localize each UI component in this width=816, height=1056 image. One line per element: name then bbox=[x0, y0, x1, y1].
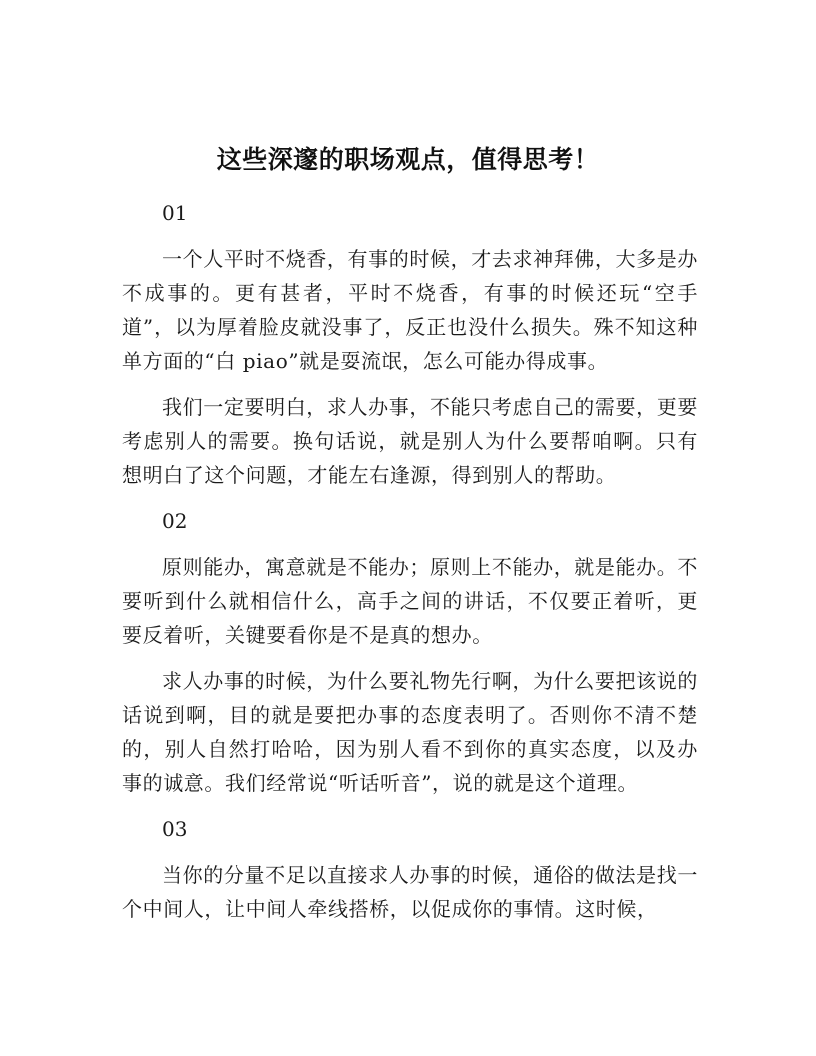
section-number: 02 bbox=[162, 509, 188, 533]
paragraph: 求人办事的时候，为什么要礼物先行啊，为什么要把该说的话说到啊，目的就是要把办事的态度表明了。否则你不清不楚的，别人自然打哈哈，因为别人看不到你的真实态度，以及办事的诚意。我们经常说“听话听音”，说的就是这个道理。 bbox=[122, 669, 698, 795]
section-number: 03 bbox=[162, 817, 188, 841]
paragraph: 原则能办，寓意就是不能办；原则上不能办，就是能办。不要听到什么就相信什么，高手之间的讲话，不仅要正着听，更要反着听，关键要看你是不是真的想办。 bbox=[122, 555, 698, 647]
section-number: 01 bbox=[162, 201, 188, 225]
document-body bbox=[122, 196, 698, 938]
paragraph: 当你的分量不足以直接求人办事的时候，通俗的做法是找一个中间人，让中间人牵线搭桥，以促成你的事情。这时候， bbox=[122, 863, 698, 921]
paragraph: 我们一定要明白，求人办事，不能只考虑自己的需要，更要考虑别人的需要。换句话说，就是别人为什么要帮咱啊。只有想明白了这个问题，才能左右逢源，得到别人的帮助。 bbox=[122, 395, 698, 487]
document-title: 这些深邃的职场观点，值得思考！ bbox=[216, 145, 600, 174]
paragraph: 一个人平时不烧香，有事的时候，才去求神拜佛，大多是办不成事的。更有甚者，平时不烧香，有事的时候还玩“空手道”，以为厚着脸皮就没事了，反正也没什么损失。殊不知这种单方面的“白 piao”就是耍流氓，怎么可能办得成事。 bbox=[122, 247, 698, 373]
